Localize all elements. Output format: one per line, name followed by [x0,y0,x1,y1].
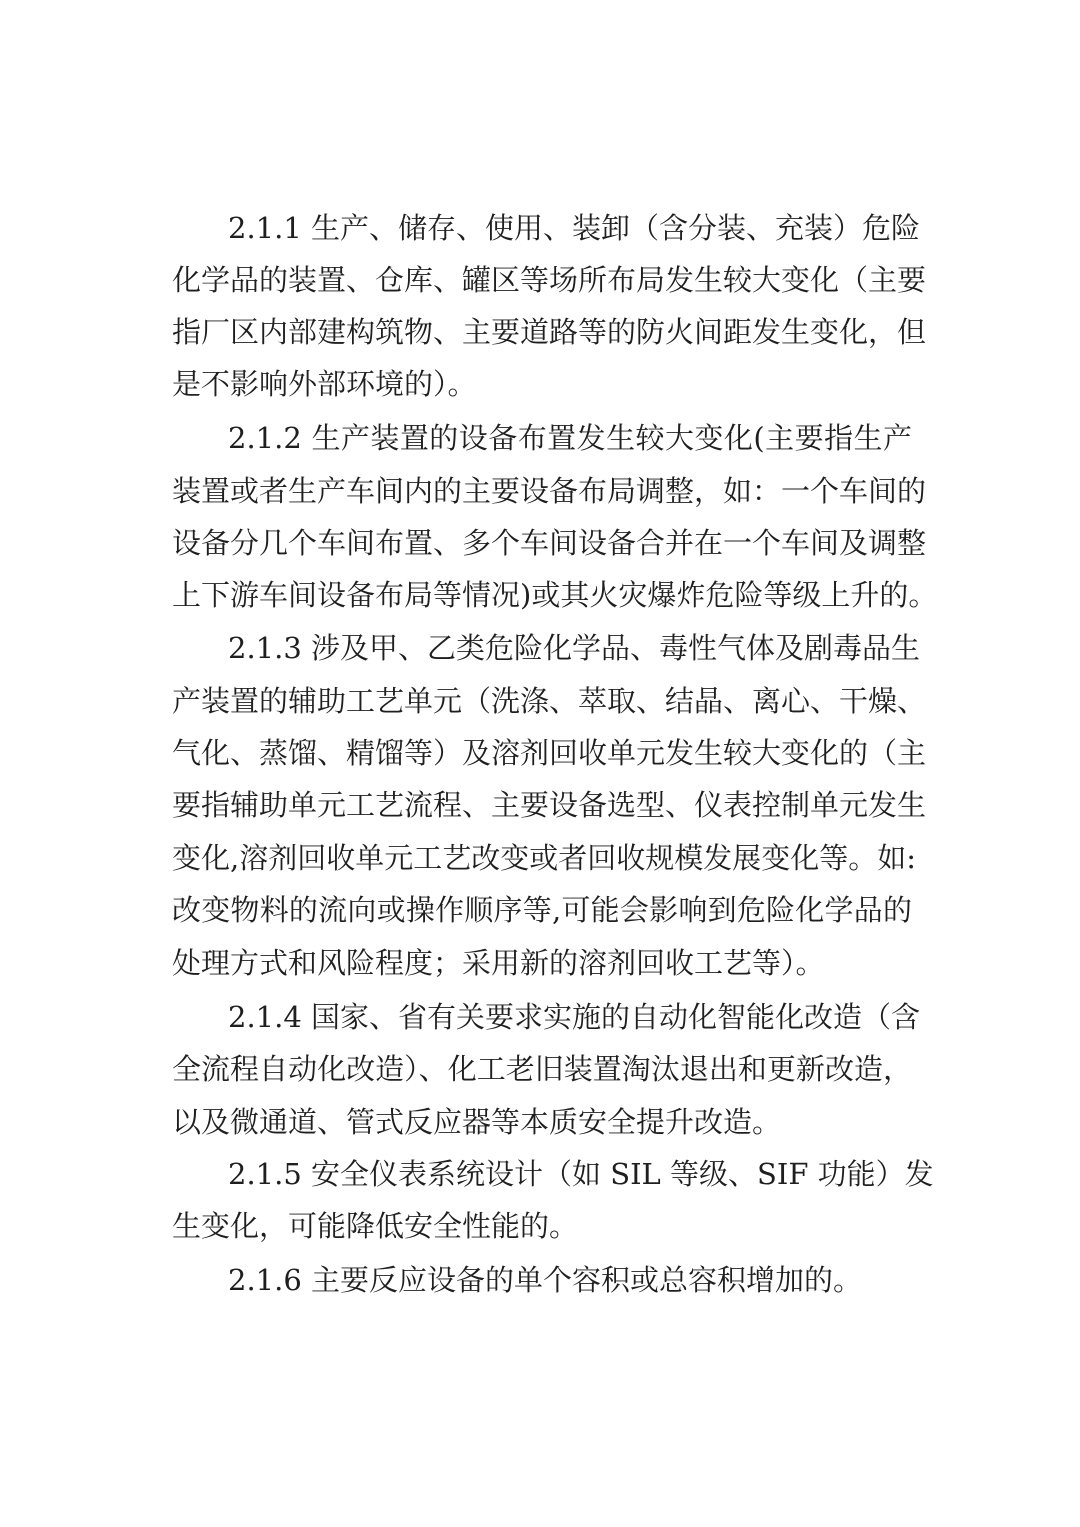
paragraph-2-1-2-line-4: 上下游车间设备布局等情况)或其火灾爆炸危险等级上升的。 [172,578,938,612]
paragraph-2-1-1-line-3: 指厂区内部建构筑物、主要道路等的防火间距发生变化，但 [172,315,927,349]
paragraph-2-1-2-line-1: 2.1.2 生产装置的设备布置发生较大变化(主要指生产 [228,421,912,455]
paragraph-2-1-1-line-2: 化学品的装置、仓库、罐区等场所布局发生较大变化（主要 [172,263,927,297]
paragraph-2-1-1-line-1: 2.1.1 生产、储存、使用、装卸（含分装、充装）危险 [228,211,921,245]
paragraph-2-1-4-line-1: 2.1.4 国家、省有关要求实施的自动化智能化改造（含 [228,1000,921,1034]
paragraph-2-1-1-line-4: 是不影响外部环境的）。 [172,367,477,401]
paragraph-2-1-3-line-4: 要指辅助单元工艺流程、主要设备选型、仪表控制单元发生 [172,788,927,822]
paragraph-2-1-3-line-2: 产装置的辅助工艺单元（洗涤、萃取、结晶、离心、干燥、 [172,684,927,718]
paragraph-2-1-4-line-2: 全流程自动化改造）、化工老旧装置淘汰退出和更新改造， [172,1052,912,1086]
paragraph-2-1-6-line-1: 2.1.6 主要反应设备的单个容积或总容积增加的。 [228,1263,863,1297]
paragraph-2-1-3-line-3: 气化、蒸馏、精馏等）及溶剂回收单元发生较大变化的（主 [172,736,927,770]
paragraph-2-1-3-line-7: 处理方式和风险程度；采用新的溶剂回收工艺等）。 [172,946,825,980]
paragraph-2-1-2-line-3: 设备分几个车间布置、多个车间设备合并在一个车间及调整 [172,526,927,560]
paragraph-2-1-3-line-1: 2.1.3 涉及甲、乙类危险化学品、毒性气体及剧毒品生 [228,631,921,665]
paragraph-2-1-2-line-2: 装置或者生产车间内的主要设备布局调整，如：一个车间的 [172,474,927,508]
paragraph-2-1-3-line-6: 改变物料的流向或操作顺序等,可能会影响到危险化学品的 [172,893,912,927]
paragraph-2-1-3-line-5: 变化,溶剂回收单元工艺改变或者回收规模发展变化等。如: [172,841,916,875]
paragraph-2-1-5-line-1: 2.1.5 安全仪表系统设计（如 SIL 等级、SIF 功能）发 [228,1157,934,1191]
paragraph-2-1-5-line-2: 生变化，可能降低安全性能的。 [172,1209,579,1243]
paragraph-2-1-4-line-3: 以及微通道、管式反应器等本质安全提升改造。 [172,1105,782,1139]
